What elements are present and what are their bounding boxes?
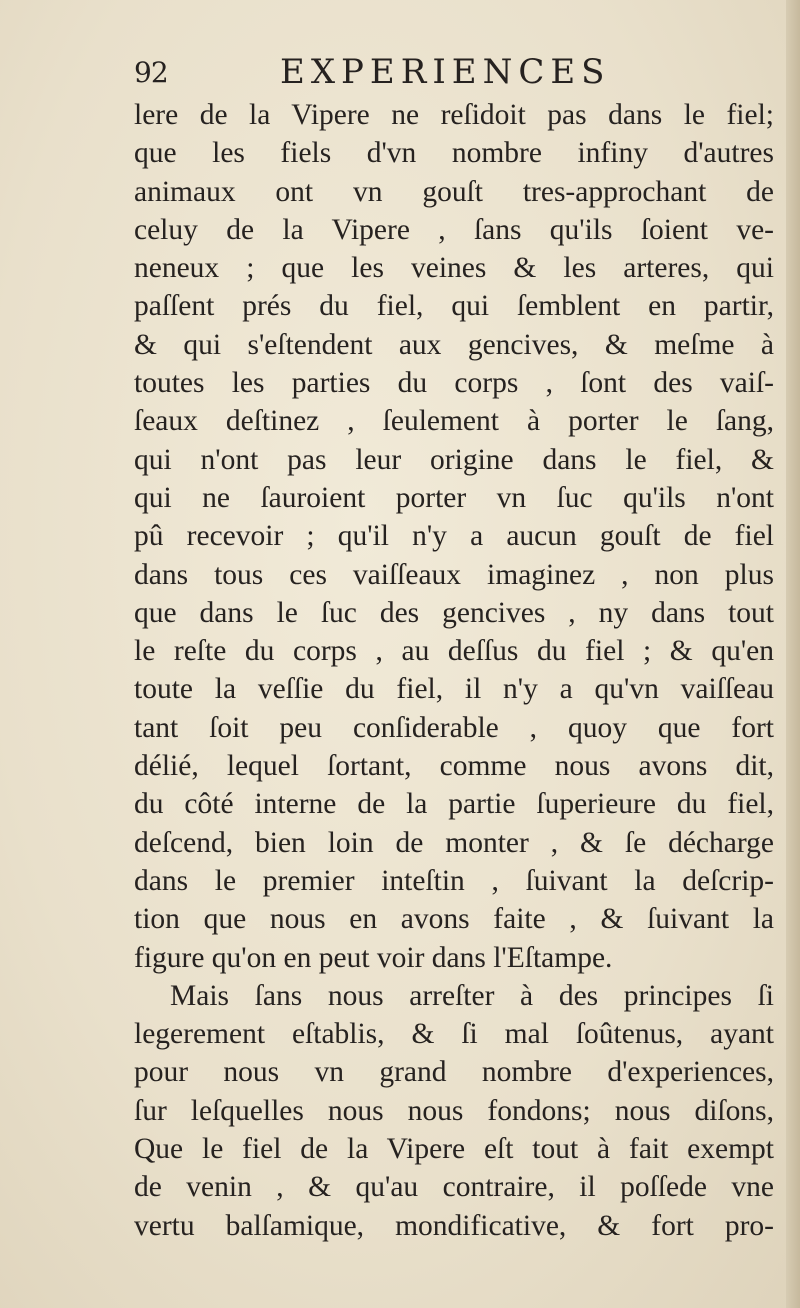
text-line: toutes les parties du corps , ſont des vaiſ- [134,367,774,400]
text-line: vertu balſamique, mondificative, & fort pro- [134,1209,774,1242]
text-line: de venin , & qu'au contraire, il poſſede vne [134,1171,774,1204]
text-line: Que le fiel de la Vipere eſt tout à fait exempt [134,1133,774,1166]
text-line: toute la veſſie du fiel, il n'y a qu'vn vaiſſeau [134,673,774,706]
text-line: que les fiels d'vn nombre infiny d'autres [134,137,774,170]
text-line: neneux ; que les veines & les arteres, qui [134,252,774,285]
text-line: figure qu'on en peut voir dans l'Eſtampe. [134,941,613,974]
text-line: deſcend, bien loin de monter , & ſe décharge [134,826,774,859]
text-line: délié, lequel ſortant, comme nous avons dit, [134,750,774,783]
text-line: tant ſoit peu conſiderable , quoy que fort [134,711,774,744]
text-line: pour nous vn grand nombre d'experiences, [134,1056,774,1089]
page-edge [786,0,800,1308]
text-line: dans le premier inteſtin , ſuivant la deſcrip- [134,864,774,897]
text-line: qui ne ſauroient porter vn ſuc qu'ils n'ont [134,481,774,514]
text-line: animaux ont vn gouſt tres-approchant de [134,175,774,208]
text-line: ſeaux deſtinez , ſeulement à porter le ſang, [134,405,774,438]
text-line: celuy de la Vipere , ſans qu'ils ſoient ve- [134,213,774,246]
text-line: & qui s'eſtendent aux gencives, & meſme à [134,328,774,361]
text-line: ſur leſquelles nous nous fondons; nous diſons, [134,1094,774,1127]
text-line: tion que nous en avons faite , & ſuivant la [134,903,774,936]
text-line: lere de la Vipere ne reſidoit pas dans le fiel; [134,99,774,131]
page-header [134,52,654,98]
text-line: que dans le ſuc des gencives , ny dans tout [134,596,774,629]
running-title: EXPERIENCES [280,52,611,92]
text-line: paſſent prés du fiel, qui ſemblent en partir, [134,290,774,323]
text-line: dans tous ces vaiſſeaux imaginez , non plus [134,558,774,591]
body-text [134,96,774,1245]
text-line: qui n'ont pas leur origine dans le fiel, & [134,443,774,476]
text-line: du côté interne de la partie ſuperieure du fiel, [134,788,774,821]
text-line: legerement eſtablis, & ſi mal ſoûtenus, ayant [134,1018,774,1051]
text-line: le reſte du corps , au deſſus du fiel ; & qu'en [134,635,774,668]
text-line: Mais ſans nous arreſter à des principes ſi [170,979,774,1012]
page-number: 92 [134,56,168,89]
text-line: pû recevoir ; qu'il n'y a aucun gouſt de fiel [134,520,774,553]
